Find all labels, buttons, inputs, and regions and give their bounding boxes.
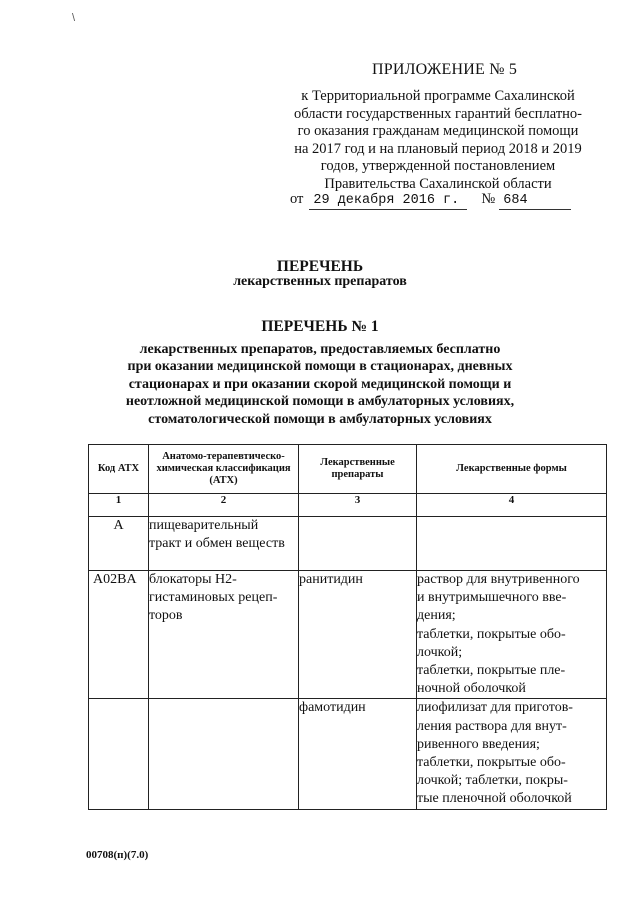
header-atx-code: Код АТХ [89,445,149,494]
table-row [89,517,607,571]
cell-line: ночной оболочкой [417,681,526,697]
list-description-line: лекарственных препаратов, предоставляемых бесплатно [139,342,501,357]
appendix-description [268,88,608,194]
cell-line: таблетки, покрытые обо- [417,755,566,771]
appendix-line: к Территориальной программе Сахалинской [301,88,575,104]
appendix-title: ПРИЛОЖЕНИЕ № 5 [372,61,518,78]
table-column-numbers-row [89,494,607,517]
cell-line: таблетки, покрытые пле- [417,663,566,679]
number-label: № [481,191,496,207]
classification-cell [149,517,299,571]
cell-line: лочкой; [417,644,463,660]
resolution-date-number [290,191,571,210]
column-number: 4 [417,494,607,517]
table-row [89,571,607,699]
cell-line: раствор для внутривенного [417,572,580,587]
appendix-line: области государственных гарантий бесплатно- [293,105,582,122]
appendix-line: на 2017 год и на плановый период 2018 и 2019 [294,140,582,157]
list-description-line: неотложной медицинской помощи в амбулаторных условиях, [125,394,515,410]
list-title: ПЕРЕЧЕНЬ № 1 [261,318,379,335]
drug-cell: ранитидин [299,571,417,699]
drug-cell [299,517,417,571]
document-subtitle: лекарственных препаратов [233,274,407,289]
cell-line: гистаминовых рецеп- [149,590,278,606]
header-drugs: Лекарственные препараты [299,445,417,494]
cell-line: тракт и обмен веществ [149,536,285,552]
drug-list-table [88,444,607,810]
table-header-row [89,445,607,494]
cell-line: таблетки, покрытые обо- [417,626,566,642]
list-description-line: стационарах и при оказании скорой медицинской помощи и [128,376,512,392]
drug-cell: фамотидин [299,699,417,809]
cell-line: дения; [417,608,456,624]
cell-line: блокаторы Н2- [149,572,237,587]
classification-cell [149,571,299,699]
cell-line: тые пленочной оболочкой [417,791,572,807]
cell-line: ривенного введения; [417,736,540,752]
page-corner-mark: \ [72,12,76,24]
atx-code-cell [89,699,149,809]
table-row [89,699,607,809]
footer-document-code: 00708(п)(7.0) [86,849,149,861]
document-title: ПЕРЕЧЕНЬ [276,258,364,275]
column-number: 3 [299,494,417,517]
header-atx-classification: Анатомо-терапевтическо-химическая классификация (АТХ) [149,445,299,494]
date-label: от [290,191,304,207]
appendix-line: го оказания гражданам медицинской помощи [297,123,579,140]
appendix-line: годов, утвержденной постановлением [320,158,556,175]
date-value: 29 декабря 2016 г. [309,193,467,210]
cell-line: пищеварительный [149,518,259,533]
number-value: 684 [499,193,571,210]
cell-line: и внутримышечного вве- [417,590,567,606]
column-number: 2 [149,494,299,517]
forms-cell [417,699,607,809]
cell-line: лочкой; таблетки, покры- [417,773,568,789]
forms-cell [417,571,607,699]
list-description [0,341,640,428]
classification-cell [149,699,299,809]
header-dosage-forms: Лекарственные формы [417,445,607,494]
list-description-line: стоматологической помощи в амбулаторных условиях [148,411,492,427]
list-description-line: при оказании медицинской помощи в стационарах, дневных [127,359,513,375]
forms-cell [417,517,607,571]
atx-code-cell: А [89,517,149,571]
cell-line: ления раствора для внут- [417,718,567,734]
cell-line: торов [149,608,183,624]
appendix-line: Правительства Сахалинской области [324,175,552,192]
column-number: 1 [89,494,149,517]
cell-line: лиофилизат для приготов- [417,700,573,716]
atx-code-cell: A02BA [89,571,149,699]
